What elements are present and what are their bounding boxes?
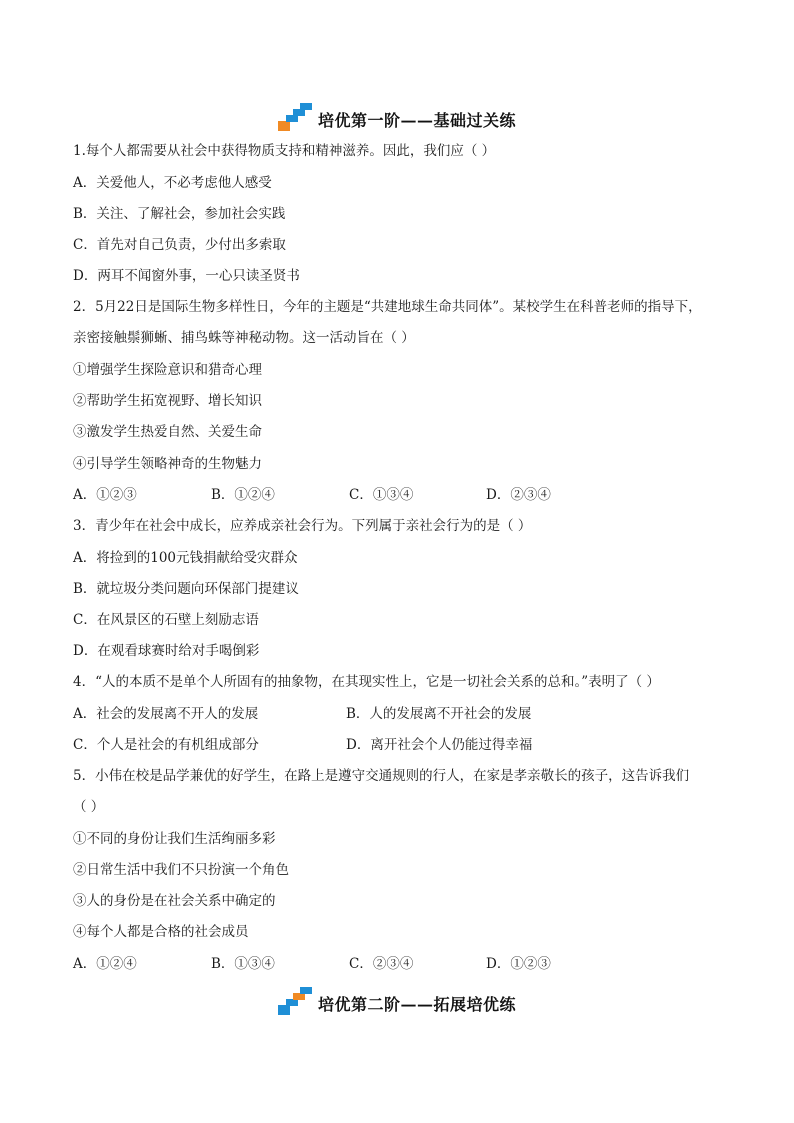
q2-option-c: C．①③④	[349, 487, 414, 503]
q2-statement-2: ②帮助学生拓宽视野、增长知识	[73, 393, 262, 409]
q2-option-a: A．①②③	[73, 487, 137, 503]
q2-statement-4: ④引导学生领略神奇的生物魅力	[73, 456, 262, 472]
question-2-stem-line1: 2．5月22日是国际生物多样性日，今年的主题是“共建地球生命共同体”。某校学生在科普老师的指导下，	[73, 299, 702, 315]
q5-option-a: A．①②④	[73, 956, 137, 972]
section-title-2	[0, 986, 794, 1016]
stairs-logo-icon	[278, 987, 312, 1015]
q5-option-c: C．②③④	[349, 956, 414, 972]
q1-option-b: B．关注、了解社会，参加社会实践	[73, 206, 286, 222]
section-title-text: 培优第一阶——基础过关练	[317, 111, 516, 130]
q2-statement-3: ③激发学生热爱自然、关爱生命	[73, 424, 262, 440]
section-title-1	[0, 102, 794, 132]
question-1-stem: 1.每个人都需要从社会中获得物质支持和精神滋养。因此，我们应（ ）	[73, 143, 496, 159]
q5-statement-2: ②日常生活中我们不只扮演一个角色	[73, 862, 289, 878]
q4-option-d: D．离开社会个人仍能过得幸福	[346, 737, 533, 753]
q3-option-b: B．就垃圾分类问题向环保部门提建议	[73, 581, 299, 597]
q1-option-d: D．两耳不闻窗外事，一心只读圣贤书	[73, 268, 300, 284]
q2-option-d: D．②③④	[486, 487, 551, 503]
question-4-stem: 4．“人的本质不是单个人所固有的抽象物，在其现实性上，它是一切社会关系的总和。”表明了（ ）	[73, 674, 660, 690]
q4-option-b: B．人的发展离不开社会的发展	[346, 706, 532, 722]
question-5-stem-line1: 5．小伟在校是品学兼优的好学生，在路上是遵守交通规则的行人，在家是孝亲敬长的孩子，这告诉我们	[73, 768, 690, 784]
section-title-text: 培优第二阶——拓展培优练	[317, 995, 516, 1014]
q1-option-c: C．首先对自己负责，少付出多索取	[73, 237, 286, 253]
q2-option-b: B．①②④	[211, 487, 275, 503]
q3-option-c: C．在风景区的石壁上刻励志语	[73, 612, 259, 628]
q4-option-a: A．社会的发展离不开人的发展	[73, 706, 259, 722]
q2-statement-1: ①增强学生探险意识和猎奇心理	[73, 362, 262, 378]
q5-option-d: D．①②③	[486, 956, 551, 972]
q5-statement-3: ③人的身份是在社会关系中确定的	[73, 893, 276, 909]
q5-option-b: B．①③④	[211, 956, 275, 972]
q3-option-d: D．在观看球赛时给对手喝倒彩	[73, 643, 260, 659]
stairs-logo-icon	[278, 103, 312, 131]
q5-statement-4: ④每个人都是合格的社会成员	[73, 924, 249, 940]
question-3-stem: 3．青少年在社会中成长，应养成亲社会行为。下列属于亲社会行为的是（ ）	[73, 518, 532, 534]
q3-option-a: A．将捡到的100元钱捐献给受灾群众	[73, 550, 298, 566]
question-5-stem-line2: （ ）	[73, 799, 105, 815]
q4-option-c: C．个人是社会的有机组成部分	[73, 737, 259, 753]
q5-statement-1: ①不同的身份让我们生活绚丽多彩	[73, 831, 276, 847]
question-2-stem-line2: 亲密接触鬃狮蜥、捕鸟蛛等神秘动物。这一活动旨在（ ）	[73, 330, 415, 346]
q1-option-a: A．关爱他人，不必考虑他人感受	[73, 175, 272, 191]
